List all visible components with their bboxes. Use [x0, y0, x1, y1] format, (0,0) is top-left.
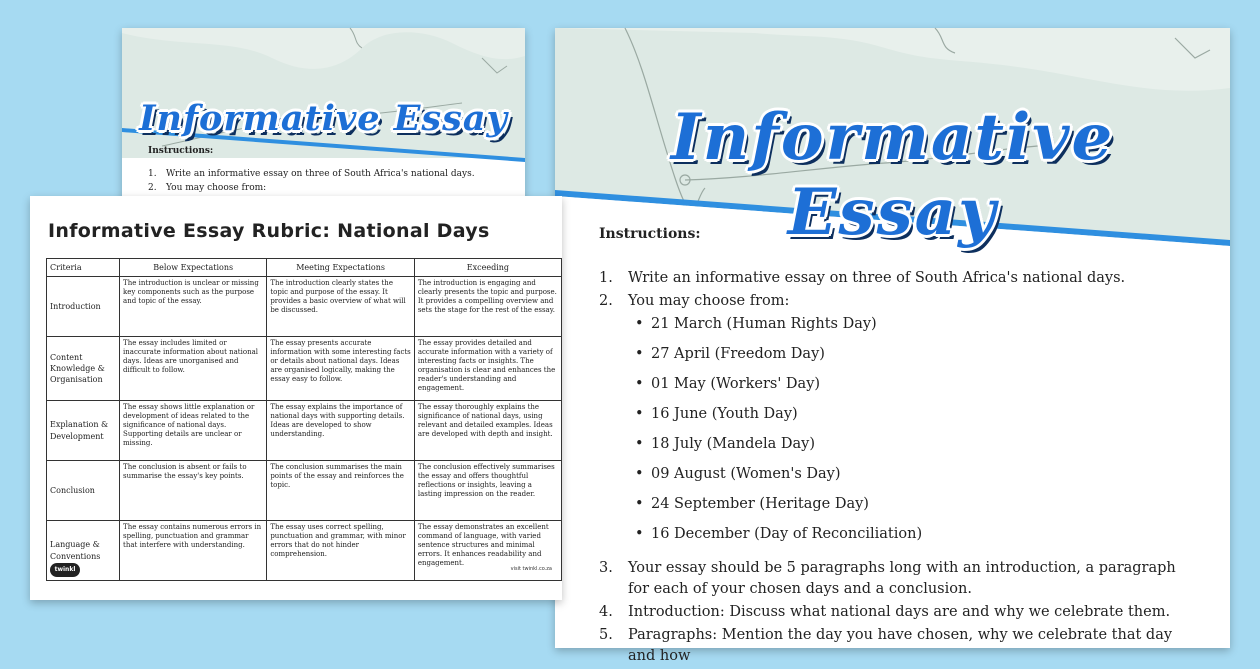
- instruction-item-2: 2. You may choose from:: [599, 293, 790, 309]
- table-cell: The essay demonstrates an excellent command of language, with varied sentence structures and minimal errors. It enhances readability and engagement.: [414, 521, 561, 581]
- table-cell: The conclusion effectively summarises the essay and offers thoughtful reflections or insights, leaving a lasting impression on the reader.: [414, 461, 561, 521]
- list-item: • 01 May (Workers' Day): [635, 376, 821, 392]
- back-title: Informative Essay: [139, 98, 508, 139]
- table-cell: The essay includes limited or inaccurate information about national days. Ideas are unorganised and difficult to follow.: [120, 337, 267, 401]
- table-cell: The essay presents accurate information with some interesting facts or details about national days. Ideas are organised logically, making the essay easy to follow.: [267, 337, 415, 401]
- table-cell: The essay explains the importance of national days with supporting details. Ideas are developed to show understanding.: [267, 401, 415, 461]
- back-instructions: [148, 146, 475, 197]
- table-row: [47, 521, 562, 581]
- national-days-list: [599, 314, 1189, 554]
- list-item: • 21 March (Human Rights Day): [635, 316, 877, 332]
- table-cell: The essay shows little explanation or development of ideas related to the significance of national days. Supporting details are unclear or missing.: [120, 401, 267, 461]
- instruction-item-4: 4. Introduction: Discuss what national days are and why we celebrate them.: [599, 604, 1171, 620]
- column-header: Meeting Expectations: [267, 259, 415, 277]
- list-item: • 16 December (Day of Reconciliation): [635, 526, 923, 542]
- column-header: Criteria: [47, 259, 120, 277]
- table-cell: The essay thoroughly explains the significance of national days, using relevant and detailed examples. Ideas are developed with depth and insight.: [414, 401, 561, 461]
- table-header-row: [47, 259, 562, 277]
- back-item-1: 1. Write an informative essay on three of South Africa's national days.: [148, 169, 475, 179]
- map-banner: [555, 28, 1230, 250]
- table-row: [47, 337, 562, 401]
- front-worksheet: [555, 28, 1230, 664]
- list-item: • 16 June (Youth Day): [635, 406, 798, 422]
- front-title: Informative Essay: [670, 100, 1115, 250]
- criteria-cell: Language & Conventions: [47, 521, 120, 581]
- rubric-footer: visit twinkl.co.za: [510, 566, 552, 572]
- table-cell: The introduction clearly states the topic and purpose of the essay. It provides a basic overview of what will be discussed.: [267, 277, 415, 337]
- table-cell: The essay provides detailed and accurate information with a variety of interesting facts or insights. The organisation is clear and enhances the reader's understanding and engagement.: [414, 337, 561, 401]
- rubric-title: Informative Essay Rubric: National Days: [48, 220, 490, 242]
- rubric-worksheet: [30, 196, 562, 600]
- rubric-table: [46, 258, 562, 581]
- list-item: • 09 August (Women's Day): [635, 466, 841, 482]
- list-item: • 27 April (Freedom Day): [635, 346, 825, 362]
- list-item: • 18 July (Mandela Day): [635, 436, 816, 452]
- criteria-cell: Introduction: [47, 277, 120, 337]
- table-row: [47, 461, 562, 521]
- front-instructions: [599, 226, 1189, 669]
- twinkl-logo: twinkl: [50, 563, 80, 577]
- table-cell: The conclusion is absent or fails to summarise the essay's key points.: [120, 461, 267, 521]
- front-instructions-heading: Instructions:: [599, 226, 701, 242]
- column-header: Exceeding: [414, 259, 561, 277]
- column-header: Below Expectations: [120, 259, 267, 277]
- table-cell: The conclusion summarises the main points of the essay and reinforces the topic.: [267, 461, 415, 521]
- back-worksheet: [122, 28, 525, 218]
- instruction-item-3: 3. Your essay should be 5 paragraphs long with an introduction, a paragraph for each of your chosen days and a conclusion.: [599, 560, 1176, 597]
- table-cell: The essay contains numerous errors in spelling, punctuation and grammar that interfere with understanding.: [120, 521, 267, 581]
- table-row: [47, 401, 562, 461]
- back-instructions-heading: Instructions:: [148, 146, 214, 156]
- table-cell: The introduction is unclear or missing key components such as the purpose and topic of the essay.: [120, 277, 267, 337]
- criteria-cell: Conclusion: [47, 461, 120, 521]
- instruction-item-1: 1. Write an informative essay on three of South Africa's national days.: [599, 270, 1126, 286]
- table-cell: The essay uses correct spelling, punctuation and grammar, with minor errors that do not hinder comprehension.: [267, 521, 415, 581]
- map-banner: [122, 28, 525, 158]
- table-cell: The introduction is engaging and clearly presents the topic and purpose. It provides a compelling overview and sets the stage for the rest of the essay.: [414, 277, 561, 337]
- instruction-item-5: 5. Paragraphs: Mention the day you have chosen, why we celebrate that day and how: [599, 627, 1173, 664]
- list-item: • 24 September (Heritage Day): [635, 496, 869, 512]
- criteria-cell: Content Knowledge & Organisation: [47, 337, 120, 401]
- criteria-cell: Explanation & Development: [47, 401, 120, 461]
- table-row: [47, 277, 562, 337]
- back-item-2: 2. You may choose from:: [148, 183, 267, 193]
